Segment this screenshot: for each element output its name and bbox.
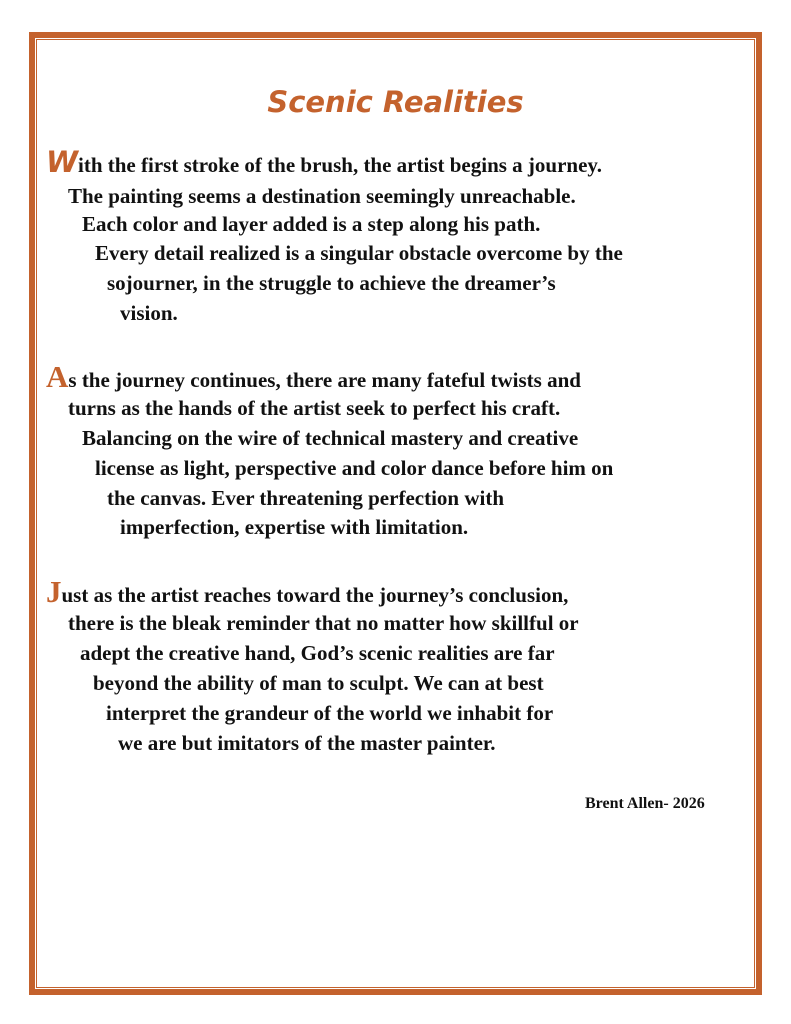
paragraph-1-first-text: ith the first stroke of the brush, the artist begins a journey. (78, 153, 603, 177)
paragraph-2-line-1 (46, 359, 581, 394)
paragraph-2-line-6: imperfection, expertise with limitation. (120, 515, 469, 539)
paragraph-3-line-2: there is the bleak reminder that no matter how skillful or (68, 611, 579, 635)
paragraph-1-line-4: Every detail realized is a singular obstacle overcome by the (95, 241, 623, 265)
paragraph-2-first-text: s the journey continues, there are many fateful twists and (68, 368, 581, 392)
paragraph-2-line-4: license as light, perspective and color dance before him on (95, 456, 614, 480)
dropcap-j: J (46, 574, 62, 609)
paragraph-3-line-3: adept the creative hand, God’s scenic realities are far (80, 641, 555, 665)
paragraph-3-first-text: ust as the artist reaches toward the journey’s conclusion, (61, 583, 569, 607)
paragraph-2-line-2: turns as the hands of the artist seek to perfect his craft. (68, 396, 561, 420)
paragraph-2-line-5: the canvas. Ever threatening perfection with (107, 486, 505, 510)
dropcap-w: W (46, 145, 78, 179)
paragraph-1-line-2: The painting seems a destination seemingly unreachable. (68, 184, 576, 208)
signature: Brent Allen- 2026 (585, 795, 705, 812)
page-title: Scenic Realities (267, 85, 524, 119)
paragraph-2-line-3: Balancing on the wire of technical mastery and creative (82, 426, 579, 450)
paragraph-1-line-6: vision. (120, 301, 178, 325)
paragraph-1-line-3: Each color and layer added is a step along his path. (82, 212, 541, 236)
paragraph-3-line-5: interpret the grandeur of the world we inhabit for (106, 701, 554, 725)
paragraph-3-line-1 (46, 574, 569, 609)
paragraph-3-line-4: beyond the ability of man to sculpt. We can at best (93, 671, 544, 695)
paragraph-1-line-5: sojourner, in the struggle to achieve the dreamer’s (107, 271, 556, 295)
dropcap-a: A (46, 359, 69, 394)
paragraph-3-line-6: we are but imitators of the master painter. (118, 731, 496, 755)
paragraph-1-line-1 (46, 145, 603, 179)
